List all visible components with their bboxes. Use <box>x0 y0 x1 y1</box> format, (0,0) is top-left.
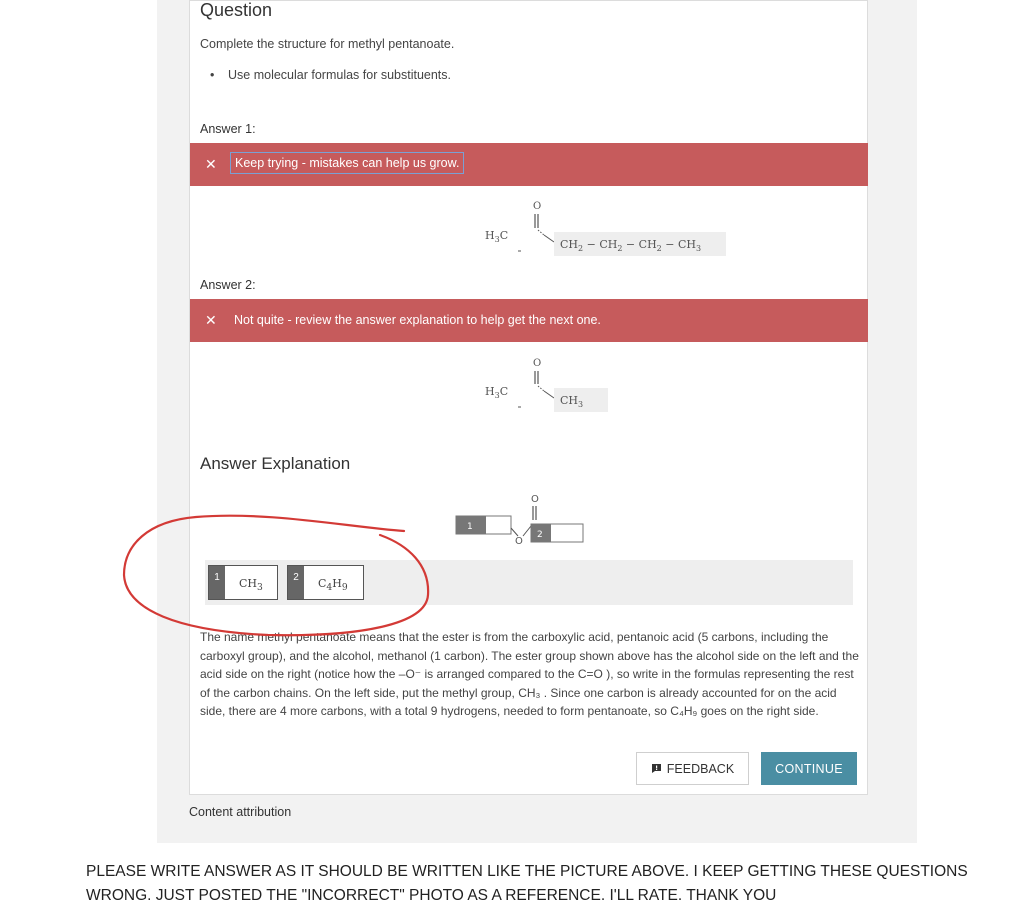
answer-1-label: Answer 1: <box>200 122 256 136</box>
feedback-icon <box>651 763 662 774</box>
chip-2-number: 2 <box>288 566 304 599</box>
answer-2-feedback-banner <box>190 299 868 342</box>
chip-2-value: $C_4H_9$ <box>318 577 348 594</box>
user-caption: PLEASE WRITE ANSWER AS IT SHOULD BE WRITTEN LIKE THE PICTURE ABOVE. I KEEP GETTING THESE QUESTIONS WRONG. JUST POSTED THE "INCORRECT" PHOTO AS A REFERENCE. I'LL RATE. THANK YOU <box>86 863 968 904</box>
close-icon[interactable]: ✕ <box>205 156 217 172</box>
answer-2-label: Answer 2: <box>200 278 256 292</box>
question-bullet <box>212 68 451 82</box>
close-icon[interactable]: ✕ <box>205 312 217 328</box>
question-text: Complete the structure for methyl pentanoate. <box>200 37 455 51</box>
feedback-button-label: FEEDBACK <box>666 761 735 776</box>
answer-1-structure <box>470 195 740 265</box>
answer-2-left-group: $H_3C$ <box>485 385 509 400</box>
template-ester-o: O <box>515 536 523 547</box>
explanation-paragraph: The name methyl pentanoate means that the ester is from the carboxylic acid, pentanoic acid (5 carbons, including the carboxyl group), and the alcohol, methanol (1 carbon). The ester group shown above has the alcohol side on the left and the acid side on the right (notice how the –O⁻ is arranged compared to the C=O ), so write in the formulas representing the rest of the carbon chains. On the left side, put the methyl group, CH₃ . Since one carbon is already accounted for on the acid side, there are 4 more carbons, with a total 9 hydrogens, needed to form pentanoate, so C₄H₉ goes on the right side. <box>200 630 859 718</box>
answer-2-carbonyl-o: O <box>533 358 542 369</box>
continue-button[interactable]: CONTINUE <box>761 752 857 785</box>
explanation-heading: Answer Explanation <box>200 454 351 473</box>
answer-2-structure <box>470 352 630 422</box>
template-slot-1-number: 1 <box>467 522 473 532</box>
chip-1-number: 1 <box>209 566 225 599</box>
explanation-template-structure <box>450 488 600 550</box>
template-slot-2-number: 2 <box>537 530 543 540</box>
answer-1-carbonyl-o: O <box>533 201 542 212</box>
question-heading: Question <box>200 0 273 20</box>
feedback-button[interactable] <box>636 752 749 785</box>
template-carbonyl-o: O <box>531 494 539 505</box>
question-bullet-text: Use molecular formulas for substituents. <box>228 68 452 82</box>
answer-2-feedback-text: Not quite - review the answer explanation to help get the next one. <box>234 313 601 327</box>
answer-2-right-group: $CH_3$ <box>560 394 584 409</box>
content-attribution-link[interactable]: Content attribution <box>189 805 292 819</box>
answer-1-feedback-text: Keep trying - mistakes can help us grow. <box>230 152 464 174</box>
annotation-circle <box>118 505 438 645</box>
chip-1-value: $CH_3$ <box>239 577 263 594</box>
answer-1-left-group: $H_3C$ <box>485 229 509 244</box>
answer-1-feedback-banner <box>190 143 868 186</box>
answer-1-right-group: $CH_2 - CH_2 - CH_2 - CH_3$ <box>560 238 702 253</box>
